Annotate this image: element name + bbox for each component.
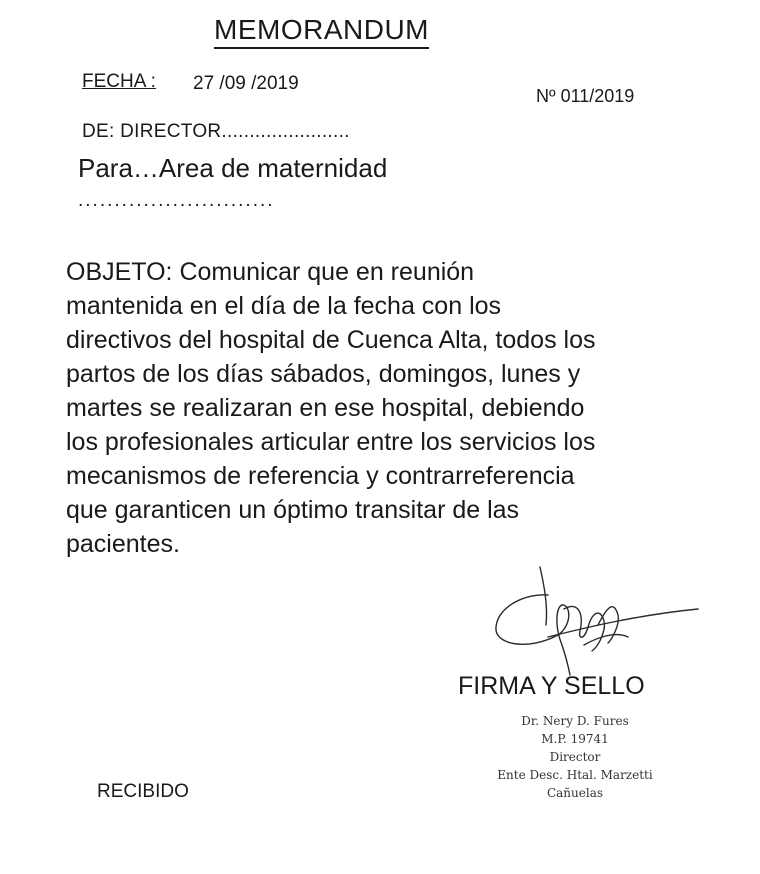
body-line: pacientes.	[66, 530, 180, 558]
date-label-text: FECHA :	[82, 71, 156, 92]
signature-stamp	[475, 712, 675, 802]
stamp-license: M.P. 19741	[541, 732, 609, 746]
stamp-entity: Ente Desc. Htal. Marzetti	[497, 768, 653, 782]
body-line: OBJETO: Comunicar que en reunión	[66, 258, 475, 286]
signature-label: FIRMA Y SELLO	[458, 672, 645, 700]
memo-number: Nº 011/2019	[536, 86, 635, 106]
stamp-city: Cañuelas	[546, 786, 604, 800]
to-dotted-line: ...........................	[78, 190, 275, 211]
stamp-name: Dr. Nery D. Fures	[521, 714, 629, 728]
body-line: partos de los días sábados, domingos, lunes y	[66, 360, 581, 388]
body-line: mantenida en el día de la fecha con los	[66, 292, 502, 320]
body-line: mecanismos de referencia y contrarreferencia	[66, 462, 575, 490]
body-line: que garanticen un óptimo transitar de las	[66, 496, 520, 524]
stamp-role: Director	[549, 750, 601, 764]
received-label: RECIBIDO	[97, 781, 189, 802]
memo-body	[66, 255, 706, 561]
date-label	[82, 71, 156, 93]
body-line: los profesionales articular entre los servicios los	[66, 428, 596, 456]
to-line: Para…Area de maternidad	[78, 153, 388, 183]
from-line: DE: DIRECTOR.......................	[82, 121, 350, 142]
date-value: 27 /09 /2019	[193, 73, 299, 94]
handwritten-signature	[488, 565, 708, 680]
body-line: directivos del hospital de Cuenca Alta, todos los	[66, 326, 596, 354]
body-line: martes se realizaran en ese hospital, debiendo	[66, 394, 585, 422]
memo-title: MEMORANDUM	[214, 14, 429, 49]
